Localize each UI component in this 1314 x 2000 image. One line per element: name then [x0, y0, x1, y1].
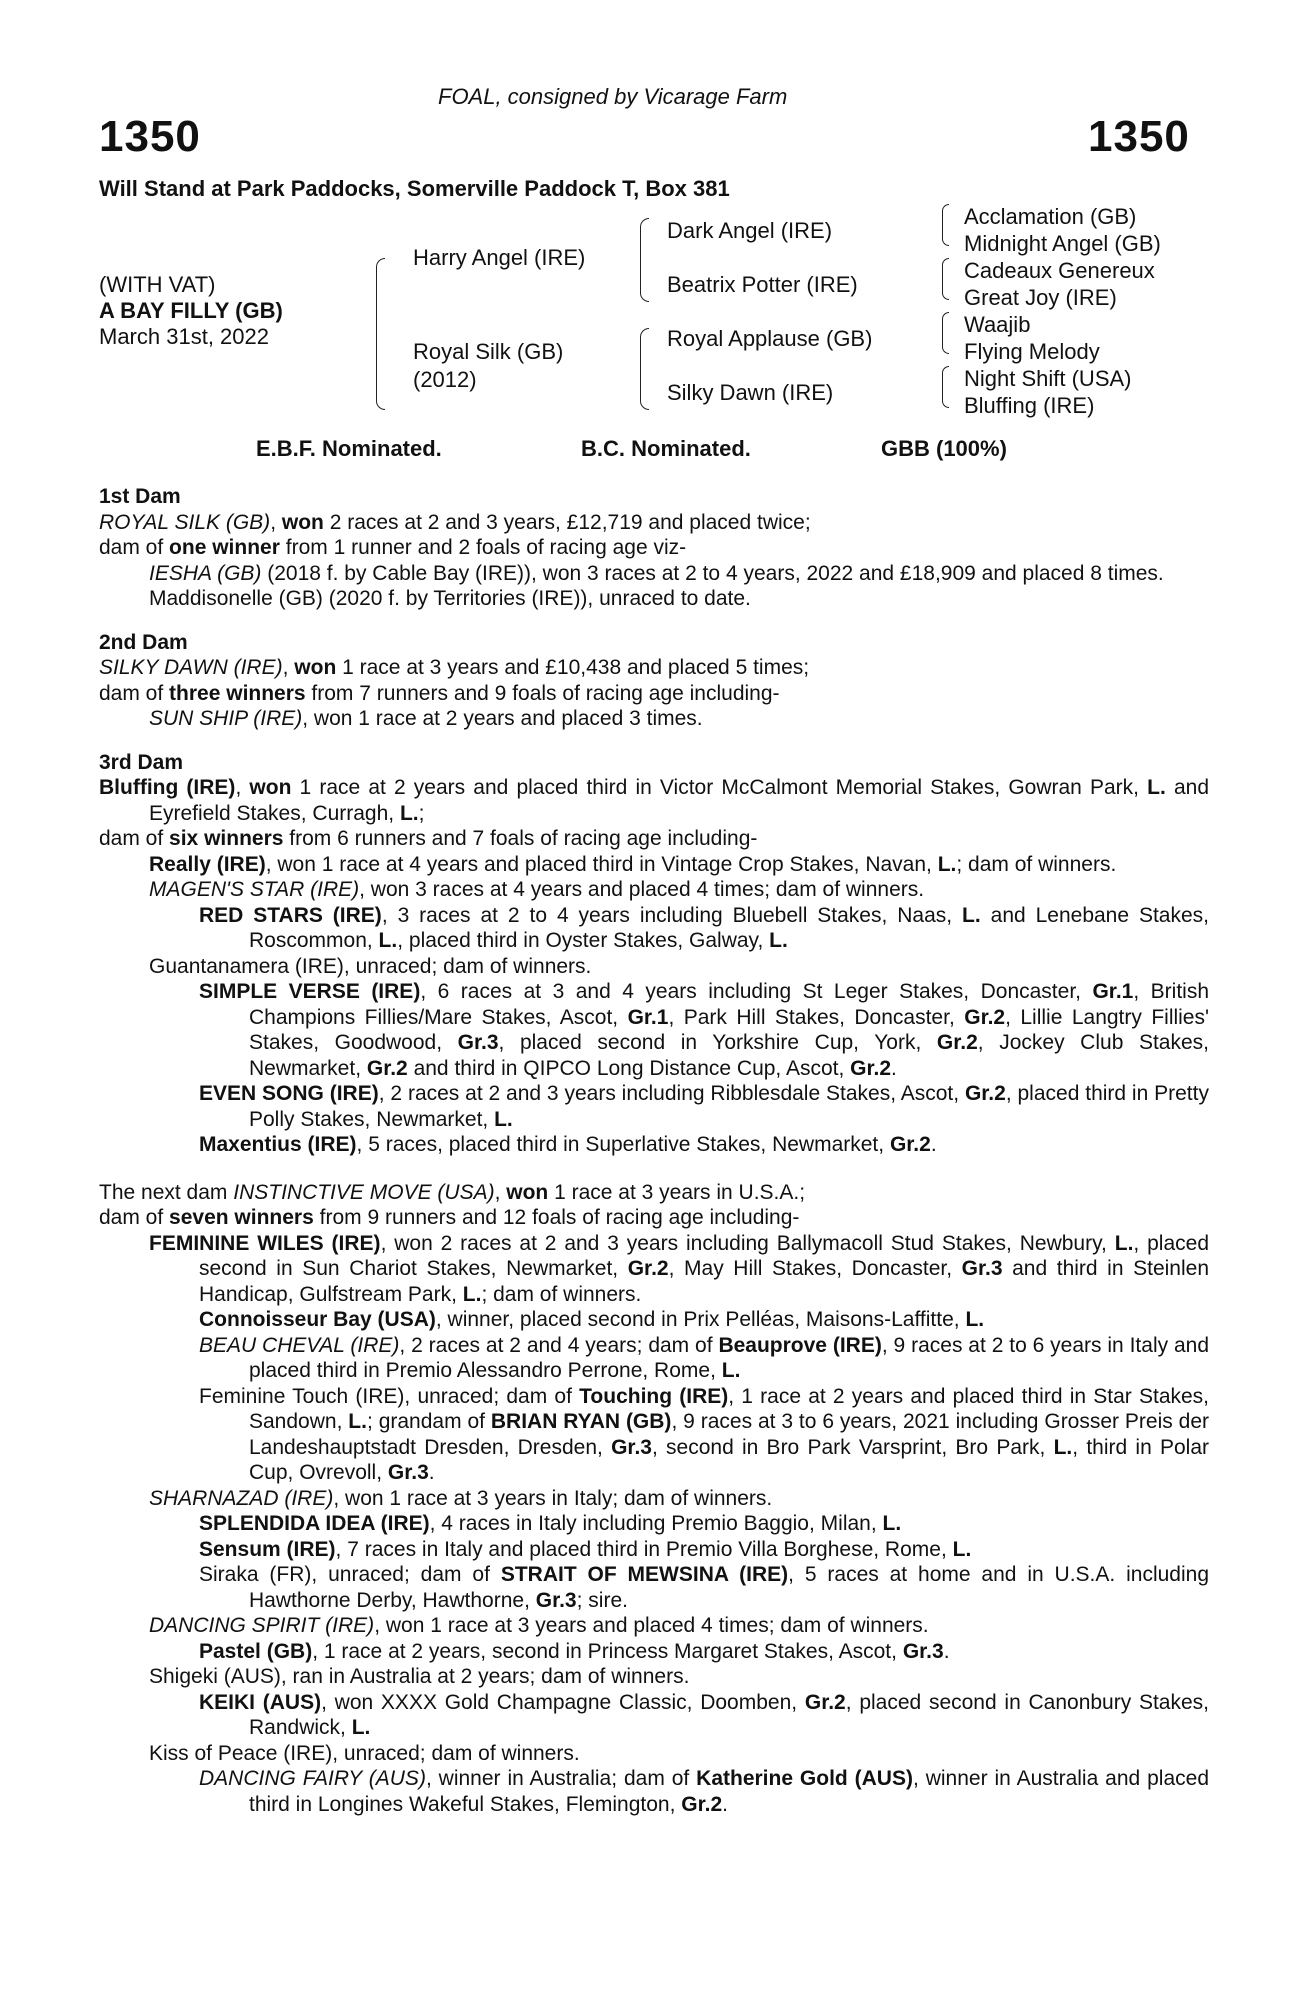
- text-run: from 6 runners and 7 foals of racing age including-: [283, 827, 758, 850]
- pedigree-sire-dam: Beatrix Potter (IRE): [667, 272, 858, 297]
- bold-run: RED STARS (IRE): [199, 903, 382, 927]
- text-run: , 2 races at 2 and 3 years including Ribblesdale Stakes, Ascot,: [378, 1082, 965, 1105]
- pedigree-g3-3: Cadeaux Genereux: [964, 258, 1155, 283]
- pedigree-brace-sire: [640, 218, 649, 302]
- text-run: , Park Hill Stakes, Doncaster,: [668, 1005, 965, 1029]
- text-run: The next dam: [99, 1180, 234, 1204]
- text-run: .: [428, 1461, 435, 1484]
- text-run: , won 2 races at 2 and 3 years including Ballymacoll Stud Stakes, Newbury,: [380, 1231, 1115, 1255]
- text-run: Kiss of Peace (IRE), unraced; dam of winners.: [149, 1741, 580, 1765]
- italic-run: DANCING FAIRY (AUS): [199, 1767, 426, 1790]
- text-run: from 1 runner and 2 foals of racing age viz-: [279, 536, 687, 559]
- text-run: ,: [235, 776, 250, 799]
- bold-run: Pastel (GB): [199, 1639, 313, 1663]
- next-dam-grandproduce-1: [99, 1307, 1209, 1333]
- text-run: dam of: [99, 827, 170, 850]
- pedigree-dam: Royal Silk (GB): [413, 339, 564, 364]
- text-run: , 5 races, placed third in Superlative Stakes, Newmarket,: [356, 1133, 890, 1156]
- text-run: .: [943, 1639, 950, 1663]
- pedigree-brace-g3: [942, 312, 949, 354]
- text-run: , placed second in Yorkshire Cup, York,: [498, 1031, 937, 1054]
- bold-run: Gr.3: [457, 1031, 499, 1054]
- next-dam-produce-3: [99, 1613, 1209, 1639]
- text-run: .: [891, 1056, 897, 1080]
- date-of-birth: March 31st, 2022: [99, 324, 269, 349]
- next-dam-grandproduce-4: [99, 1511, 1209, 1537]
- bold-run: Beauprove (IRE): [718, 1333, 882, 1357]
- bold-run: BRIAN RYAN (GB): [490, 1410, 672, 1433]
- lot-number-left: 1350: [99, 112, 201, 161]
- text-run: dam of: [99, 681, 170, 705]
- text-run: Guantanamera (IRE), unraced; dam of winners.: [149, 954, 592, 978]
- text-run: , winner in Australia and placed third in Longines Wakeful Stakes, Flemington,: [249, 1767, 1210, 1816]
- pedigree-brace-g1: [942, 204, 949, 246]
- text-run: Siraka (FR), unraced; dam of: [199, 1563, 501, 1586]
- text-run: from 9 runners and 12 foals of racing age including-: [313, 1206, 800, 1229]
- text-run: ; sire.: [576, 1588, 628, 1612]
- text-run: and Lenebane Stakes, Roscommon,: [249, 903, 1210, 952]
- bold-run: Gr.2: [964, 1005, 1006, 1029]
- bold-run: Gr.2: [681, 1792, 723, 1816]
- pedigree-sire-sire: Dark Angel (IRE): [667, 218, 833, 243]
- pedigree-g3-7: Night Shift (USA): [964, 366, 1132, 391]
- italic-run: SHARNAZAD (IRE): [149, 1486, 334, 1510]
- text-run: , 4 races in Italy including Premio Baggio, Milan,: [429, 1512, 883, 1535]
- bold-run: Gr.2: [889, 1133, 931, 1156]
- bold-run: won: [294, 656, 337, 679]
- next-dam-grandproduce-7: [99, 1639, 1209, 1665]
- bold-run: L.: [937, 852, 957, 876]
- text-run: , 7 races in Italy and placed third in Premio Villa Borghese, Rome,: [335, 1537, 953, 1561]
- bold-run: Gr.3: [961, 1257, 1003, 1280]
- next-dam-grandproduce-8: [99, 1690, 1209, 1741]
- dam3-produce-1: [99, 852, 1209, 878]
- dam3-produce-summary: [99, 826, 1209, 852]
- text-run: ,: [270, 510, 282, 534]
- bold-run: Gr.2: [964, 1082, 1006, 1105]
- text-run: , 1 race at 2 years and placed third in Star Stakes, Sandown,: [249, 1384, 1210, 1433]
- dam2-produce-summary: [99, 681, 1209, 707]
- text-run: , won 1 race at 2 years and placed 3 times.: [302, 707, 703, 730]
- next-dam-produce-4: [99, 1664, 1209, 1690]
- text-run: , Lillie Langtry Fillies' Stakes, Goodwood,: [249, 1005, 1209, 1054]
- text-run: Feminine Touch (IRE), unraced; dam of: [199, 1384, 580, 1408]
- bold-run: L.: [494, 1107, 513, 1131]
- text-run: , 2 races at 2 and 4 years; dam of: [399, 1333, 719, 1357]
- dam1-produce-2: [99, 586, 1209, 612]
- bold-run: Gr.1: [1092, 980, 1134, 1003]
- dam3-produce-2: [99, 877, 1209, 903]
- lot-number-right: 1350: [1088, 112, 1190, 161]
- dam3-line: [99, 775, 1209, 826]
- section-heading-1st-dam: 1st Dam: [99, 485, 181, 508]
- text-run: .: [930, 1133, 937, 1156]
- text-run: , placed second in Sun Chariot Stakes, Newmarket,: [199, 1231, 1210, 1280]
- text-run: , 3 races at 2 to 4 years including Bluebell Stakes, Naas,: [381, 903, 963, 927]
- pedigree-brace-gen1: [376, 258, 385, 410]
- bold-run: L.: [348, 1410, 367, 1433]
- dam1-produce-summary: [99, 535, 1209, 561]
- next-dam-produce-5: [99, 1741, 1209, 1767]
- next-dam-grandproduce-2: [99, 1333, 1209, 1384]
- catalogue-body: [99, 484, 1209, 1817]
- italic-run: MAGEN'S STAR (IRE): [149, 878, 360, 901]
- gbb-percentage: GBB (100%): [881, 436, 1007, 461]
- dam3-produce-3: [99, 954, 1209, 980]
- text-run: , placed third in Pretty Polly Stakes, Newmarket,: [249, 1082, 1209, 1131]
- bold-run: Gr.3: [611, 1435, 652, 1459]
- text-run: , British Champions Fillies/Mare Stakes, Ascot,: [249, 980, 1209, 1029]
- pedigree-g3-4: Great Joy (IRE): [964, 285, 1117, 310]
- bold-run: won: [506, 1180, 549, 1204]
- text-run: 1 race at 3 years and £10,438 and placed 5 times;: [336, 656, 810, 679]
- bold-run: L.: [1147, 776, 1166, 799]
- text-run: ; dam of winners.: [956, 852, 1117, 876]
- next-dam-line: [99, 1180, 1209, 1206]
- text-run: and Eyrefield Stakes, Curragh,: [149, 776, 1209, 825]
- bold-run: Gr.2: [936, 1031, 978, 1054]
- bold-run: L.: [462, 1282, 482, 1306]
- text-run: and third in QIPCO Long Distance Cup, Ascot,: [407, 1056, 851, 1080]
- bold-run: Touching (IRE): [579, 1384, 729, 1408]
- text-run: .: [722, 1792, 728, 1816]
- text-run: , 6 races at 3 and 4 years including St Leger Stakes, Doncaster,: [420, 980, 1093, 1003]
- bold-run: Gr.2: [850, 1056, 892, 1080]
- bold-run: six winners: [169, 827, 284, 850]
- bold-run: one winner: [169, 536, 280, 559]
- vat-note: (WITH VAT): [99, 272, 216, 297]
- bold-run: Gr.3: [387, 1461, 429, 1484]
- section-heading-2nd-dam: 2nd Dam: [99, 630, 188, 654]
- text-run: , 5 races at home and in U.S.A. including Hawthorne Derby, Hawthorne,: [249, 1563, 1210, 1612]
- bold-run: Gr.3: [902, 1639, 944, 1663]
- bold-run: Bluffing (IRE): [99, 776, 236, 799]
- text-run: , won 1 race at 4 years and placed third in Vintage Crop Stakes, Navan,: [265, 852, 938, 876]
- next-dam-grandproduce-5: [99, 1537, 1209, 1563]
- section-heading-3rd-dam: 3rd Dam: [99, 750, 184, 774]
- pedigree-dam-sire: Royal Applause (GB): [667, 326, 873, 351]
- text-run: , placed third in Oyster Stakes, Galway,: [397, 929, 770, 952]
- text-run: ,: [282, 656, 295, 679]
- pedigree-dam-dam: Silky Dawn (IRE): [667, 380, 834, 405]
- text-run: , winner, placed second in Prix Pelléas, Maisons-Laffitte,: [435, 1308, 966, 1331]
- text-run: , won XXXX Gold Champagne Classic, Doomben,: [321, 1690, 805, 1714]
- italic-run: BEAU CHEVAL (IRE): [199, 1333, 400, 1357]
- bold-run: Gr.2: [366, 1056, 408, 1080]
- text-run: , won 1 race at 3 years in Italy; dam of winners.: [333, 1486, 773, 1510]
- dam3-grandproduce-1: [99, 903, 1209, 954]
- bold-run: L.: [378, 929, 398, 952]
- bold-run: won: [249, 776, 292, 799]
- next-dam-grandproduce-9: [99, 1766, 1209, 1817]
- next-dam-grandproduce-3: [99, 1384, 1209, 1486]
- bold-run: KEIKI (AUS): [199, 1690, 322, 1714]
- text-run: , winner in Australia; dam of: [425, 1767, 697, 1790]
- text-run: ; grandam of: [366, 1410, 491, 1433]
- bold-run: SIMPLE VERSE (IRE): [199, 980, 421, 1003]
- bold-run: Katherine Gold (AUS): [696, 1767, 913, 1790]
- text-run: 1 race at 3 years in U.S.A.;: [548, 1180, 806, 1204]
- text-run: dam of: [99, 536, 170, 559]
- dam1-produce-1: [99, 561, 1209, 587]
- bold-run: STRAIT OF MEWSINA (IRE): [500, 1563, 789, 1586]
- pedigree-brace-g2: [942, 258, 949, 300]
- bold-run: seven winners: [169, 1206, 314, 1229]
- text-run: dam of: [99, 1206, 170, 1229]
- ebf-nominated: E.B.F. Nominated.: [256, 436, 442, 461]
- italic-run: ROYAL SILK (GB): [99, 510, 271, 534]
- bold-run: FEMININE WILES (IRE): [149, 1231, 381, 1255]
- text-run: , 1 race at 2 years, second in Princess Margaret Stakes, Ascot,: [312, 1639, 903, 1663]
- text-run: (2018 f. by Cable Bay (IRE)), won 3 races at 2 to 4 years, 2022 and £18,909 and placed 8 times.: [261, 561, 1164, 585]
- bold-run: Gr.1: [627, 1005, 669, 1029]
- text-run: , second in Bro Park Varsprint, Bro Park,: [651, 1435, 1054, 1459]
- bold-run: SPLENDIDA IDEA (IRE): [199, 1512, 430, 1535]
- dam3-grandproduce-3: [99, 1081, 1209, 1132]
- text-run: , 9 races at 2 to 6 years in Italy and placed third in Premio Alessandro Perrone, Rome,: [249, 1333, 1210, 1382]
- bold-run: L.: [351, 1716, 371, 1739]
- text-run: , won 1 race at 3 years and placed 4 times; dam of winners.: [374, 1614, 929, 1637]
- next-dam-produce-1: [99, 1231, 1209, 1308]
- pedigree-sire: Harry Angel (IRE): [413, 245, 586, 270]
- text-run: ; dam of winners.: [481, 1282, 642, 1306]
- text-run: , Jockey Club Stakes, Newmarket,: [249, 1031, 1209, 1080]
- italic-run: SILKY DAWN (IRE): [99, 656, 283, 679]
- pedigree-dam-year: (2012): [413, 367, 477, 392]
- dam3-grandproduce-4: [99, 1132, 1209, 1158]
- text-run: , 9 races at 3 to 6 years, 2021 including Grosser Preis der Landeshauptstadt Dresden, Dresden,: [249, 1410, 1210, 1459]
- bold-run: Really (IRE): [149, 852, 266, 876]
- bold-run: L.: [1053, 1435, 1073, 1459]
- lot-subject-name: A BAY FILLY (GB): [99, 298, 283, 323]
- next-dam-produce-summary: [99, 1205, 1209, 1231]
- bold-run: three winners: [169, 681, 306, 705]
- dam2-produce-1: [99, 706, 1209, 732]
- italic-run: SUN SHIP (IRE): [149, 707, 303, 730]
- pedigree-g3-8: Bluffing (IRE): [964, 393, 1095, 418]
- bc-nominated: B.C. Nominated.: [581, 436, 751, 461]
- italic-run: IESHA (GB): [149, 561, 262, 585]
- text-run: ;: [418, 801, 425, 825]
- next-dam-produce-2: [99, 1486, 1209, 1512]
- text-run: , won 3 races at 4 years and placed 4 times; dam of winners.: [359, 878, 925, 901]
- dam2-line: [99, 655, 1209, 681]
- stand-location: Will Stand at Park Paddocks, Somerville Paddock T, Box 381: [99, 176, 730, 201]
- pedigree-g3-6: Flying Melody: [964, 339, 1100, 364]
- text-run: , third in Polar Cup, Ovrevoll,: [249, 1435, 1209, 1484]
- bold-run: Sensum (IRE): [199, 1537, 336, 1561]
- consignor-line: FOAL, consigned by Vicarage Farm: [438, 84, 788, 109]
- bold-run: L.: [962, 903, 981, 927]
- bold-run: L.: [882, 1512, 902, 1535]
- text-run: ,: [494, 1180, 507, 1204]
- bold-run: EVEN SONG (IRE): [199, 1082, 379, 1105]
- bold-run: L.: [952, 1537, 972, 1561]
- text-run: and third in Steinlen Handicap, Gulfstream Park,: [199, 1257, 1209, 1306]
- bold-run: L.: [399, 801, 419, 825]
- bold-run: Gr.3: [535, 1588, 577, 1612]
- italic-run: INSTINCTIVE MOVE (USA): [233, 1180, 495, 1204]
- bold-run: Gr.2: [627, 1257, 669, 1280]
- next-dam-grandproduce-6: [99, 1562, 1209, 1613]
- text-run: Maddisonelle (GB) (2020 f. by Territories (IRE)), unraced to date.: [149, 587, 751, 610]
- pedigree-brace-g4: [942, 366, 949, 408]
- bold-run: L.: [965, 1308, 985, 1331]
- bold-run: Gr.2: [804, 1690, 846, 1714]
- text-run: 2 races at 2 and 3 years, £12,719 and placed twice;: [323, 510, 811, 534]
- pedigree-g3-1: Acclamation (GB): [964, 204, 1137, 229]
- text-run: from 7 runners and 9 foals of racing age including-: [305, 681, 780, 705]
- text-run: , placed second in Canonbury Stakes, Randwick,: [249, 1690, 1210, 1739]
- pedigree-brace-dam: [640, 328, 649, 410]
- bold-run: won: [281, 510, 324, 534]
- pedigree-g3-5: Waajib: [964, 312, 1031, 337]
- bold-run: L.: [769, 929, 788, 952]
- bold-run: L.: [1114, 1231, 1134, 1255]
- bold-run: L.: [721, 1359, 741, 1382]
- text-run: 1 race at 2 years and placed third in Victor McCalmont Memorial Stakes, Gowran Park,: [291, 776, 1148, 799]
- italic-run: DANCING SPIRIT (IRE): [149, 1614, 375, 1637]
- text-run: , May Hill Stakes, Doncaster,: [668, 1257, 962, 1280]
- dam3-grandproduce-2: [99, 979, 1209, 1081]
- bold-run: Connoisseur Bay (USA): [199, 1308, 436, 1331]
- bold-run: Maxentius (IRE): [199, 1133, 357, 1156]
- pedigree-g3-2: Midnight Angel (GB): [964, 231, 1161, 256]
- text-run: Shigeki (AUS), ran in Australia at 2 years; dam of winners.: [149, 1665, 690, 1688]
- dam1-line: [99, 510, 1209, 536]
